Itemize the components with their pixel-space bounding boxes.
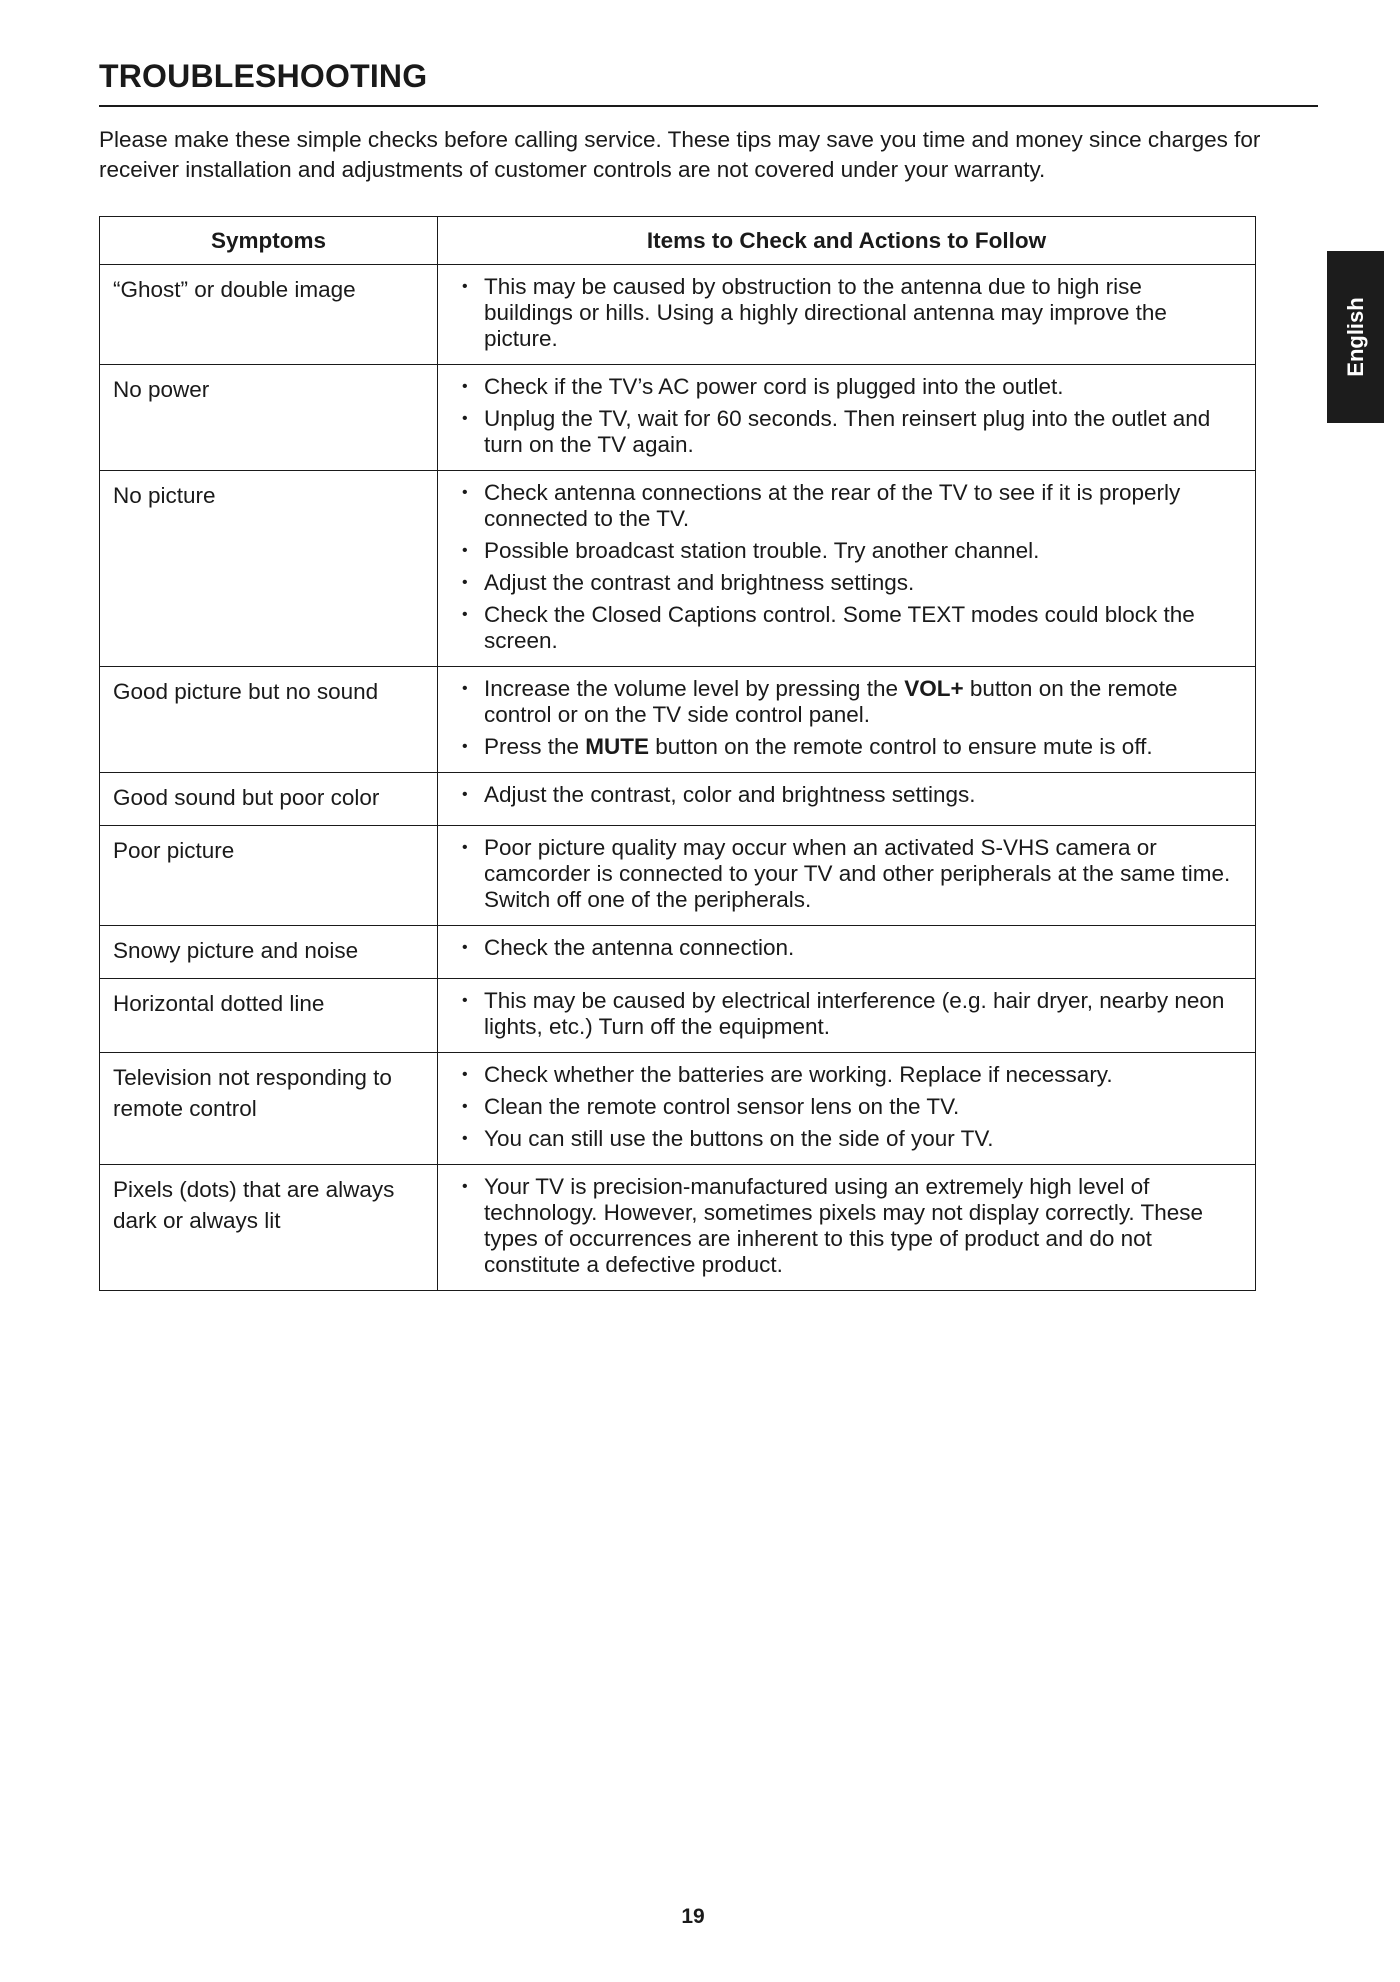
bullet-icon: • <box>462 839 468 856</box>
action-text: button on the remote control or on the TV side control panel. <box>484 676 1178 727</box>
title-divider <box>99 105 1318 107</box>
troubleshooting-table <box>99 216 1256 1291</box>
actions-list <box>460 1174 1235 1278</box>
action-text: Check the Closed Captions control. Some TEXT modes could block the screen. <box>484 602 1195 653</box>
bullet-icon: • <box>462 1066 468 1083</box>
table-body <box>100 265 1256 1291</box>
action-item <box>460 480 1235 532</box>
table-row <box>100 979 1256 1053</box>
bullet-icon: • <box>462 1130 468 1147</box>
actions-cell <box>438 1165 1256 1291</box>
action-item <box>460 538 1235 564</box>
bullet-icon: • <box>462 484 468 501</box>
symptom-cell: Good picture but no sound <box>100 667 438 773</box>
page-number: 19 <box>681 1905 705 1928</box>
action-item <box>460 988 1235 1040</box>
actions-list <box>460 676 1235 760</box>
action-item <box>460 935 1235 961</box>
table-row <box>100 265 1256 365</box>
action-item <box>460 1174 1235 1278</box>
symptom-cell: Pixels (dots) that are always dark or always lit <box>100 1165 438 1291</box>
action-text: Check if the TV’s AC power cord is plugged into the outlet. <box>484 374 1064 399</box>
bullet-icon: • <box>462 410 468 427</box>
action-text: Poor picture quality may occur when an activated S-VHS camera or camcorder is connected to your TV and other peripherals at the same time. Switch off one of the peripherals. <box>484 835 1231 912</box>
bullet-icon: • <box>462 574 468 591</box>
bullet-icon: • <box>462 680 468 697</box>
actions-cell <box>438 926 1256 979</box>
language-side-tab <box>1327 251 1384 423</box>
action-item <box>460 570 1235 596</box>
button-name-emphasis: MUTE <box>585 734 650 759</box>
action-text: This may be caused by electrical interference (e.g. hair dryer, nearby neon lights, etc.) Turn off the equipment. <box>484 988 1225 1039</box>
table-row <box>100 1165 1256 1291</box>
action-text: Unplug the TV, wait for 60 seconds. Then reinsert plug into the outlet and turn on the TV again. <box>484 406 1211 457</box>
symptom-cell: No picture <box>100 471 438 667</box>
actions-list <box>460 835 1235 913</box>
table-row <box>100 826 1256 926</box>
symptom-cell: Snowy picture and noise <box>100 926 438 979</box>
actions-list <box>460 935 1235 961</box>
language-side-tab-label: English <box>1342 297 1368 377</box>
bullet-icon: • <box>462 786 468 803</box>
action-text: Clean the remote control sensor lens on the TV. <box>484 1094 960 1119</box>
actions-list <box>460 988 1235 1040</box>
action-text: Adjust the contrast and brightness settings. <box>484 570 915 595</box>
action-text: You can still use the buttons on the side of your TV. <box>484 1126 994 1151</box>
action-text: Adjust the contrast, color and brightness settings. <box>484 782 976 807</box>
action-item <box>460 782 1235 808</box>
action-text: Press the <box>484 734 586 759</box>
action-text: Check the antenna connection. <box>484 935 795 960</box>
action-item <box>460 1126 1235 1152</box>
bullet-icon: • <box>462 1098 468 1115</box>
actions-cell <box>438 667 1256 773</box>
actions-cell <box>438 773 1256 826</box>
symptom-cell: “Ghost” or double image <box>100 265 438 365</box>
actions-cell <box>438 265 1256 365</box>
table-row <box>100 471 1256 667</box>
actions-cell <box>438 826 1256 926</box>
table-row <box>100 773 1256 826</box>
symptom-cell: Poor picture <box>100 826 438 926</box>
bullet-icon: • <box>462 992 468 1009</box>
actions-list <box>460 374 1235 458</box>
table-row <box>100 926 1256 979</box>
actions-cell <box>438 1053 1256 1165</box>
action-item <box>460 734 1235 760</box>
action-text: Possible broadcast station trouble. Try another channel. <box>484 538 1040 563</box>
table-header-row <box>100 217 1256 265</box>
action-item <box>460 274 1235 352</box>
bullet-icon: • <box>462 1178 468 1195</box>
symptom-cell: Horizontal dotted line <box>100 979 438 1053</box>
header-symptoms: Symptoms <box>100 217 438 265</box>
page-title: TROUBLESHOOTING <box>99 58 428 94</box>
action-item <box>460 676 1235 728</box>
actions-list <box>460 782 1235 808</box>
symptom-cell: No power <box>100 365 438 471</box>
action-text: Increase the volume level by pressing the <box>484 676 905 701</box>
button-name-emphasis: VOL+ <box>904 676 964 701</box>
table-row <box>100 667 1256 773</box>
bullet-icon: • <box>462 606 468 623</box>
action-text: Check antenna connections at the rear of the TV to see if it is properly connected to the TV. <box>484 480 1181 531</box>
actions-cell <box>438 471 1256 667</box>
action-item <box>460 1062 1235 1088</box>
actions-list <box>460 274 1235 352</box>
action-item <box>460 406 1235 458</box>
action-text: button on the remote control to ensure mute is off. <box>649 734 1153 759</box>
bullet-icon: • <box>462 738 468 755</box>
bullet-icon: • <box>462 939 468 956</box>
action-text: This may be caused by obstruction to the antenna due to high rise buildings or hills. Using a highly directional antenna may improve the picture. <box>484 274 1167 351</box>
table-row <box>100 1053 1256 1165</box>
bullet-icon: • <box>462 378 468 395</box>
actions-cell <box>438 365 1256 471</box>
header-actions: Items to Check and Actions to Follow <box>438 217 1256 265</box>
action-text: Check whether the batteries are working. Replace if necessary. <box>484 1062 1113 1087</box>
action-item <box>460 374 1235 400</box>
action-item <box>460 602 1235 654</box>
action-item <box>460 1094 1235 1120</box>
action-item <box>460 835 1235 913</box>
bullet-icon: • <box>462 542 468 559</box>
action-text: Your TV is precision-manufactured using an extremely high level of technology. However, sometimes pixels may not display correctly. These types of occurrences are inherent to this type of product and do not constitute a defective product. <box>484 1174 1204 1277</box>
symptom-cell: Television not responding to remote control <box>100 1053 438 1165</box>
table-row <box>100 365 1256 471</box>
actions-cell <box>438 979 1256 1053</box>
actions-list <box>460 480 1235 654</box>
actions-list <box>460 1062 1235 1152</box>
intro-paragraph: Please make these simple checks before calling service. These tips may save you time and money since charges for receiver installation and adjustments of customer controls are not covered under your warranty. <box>99 127 1261 182</box>
symptom-cell: Good sound but poor color <box>100 773 438 826</box>
bullet-icon: • <box>462 278 468 295</box>
